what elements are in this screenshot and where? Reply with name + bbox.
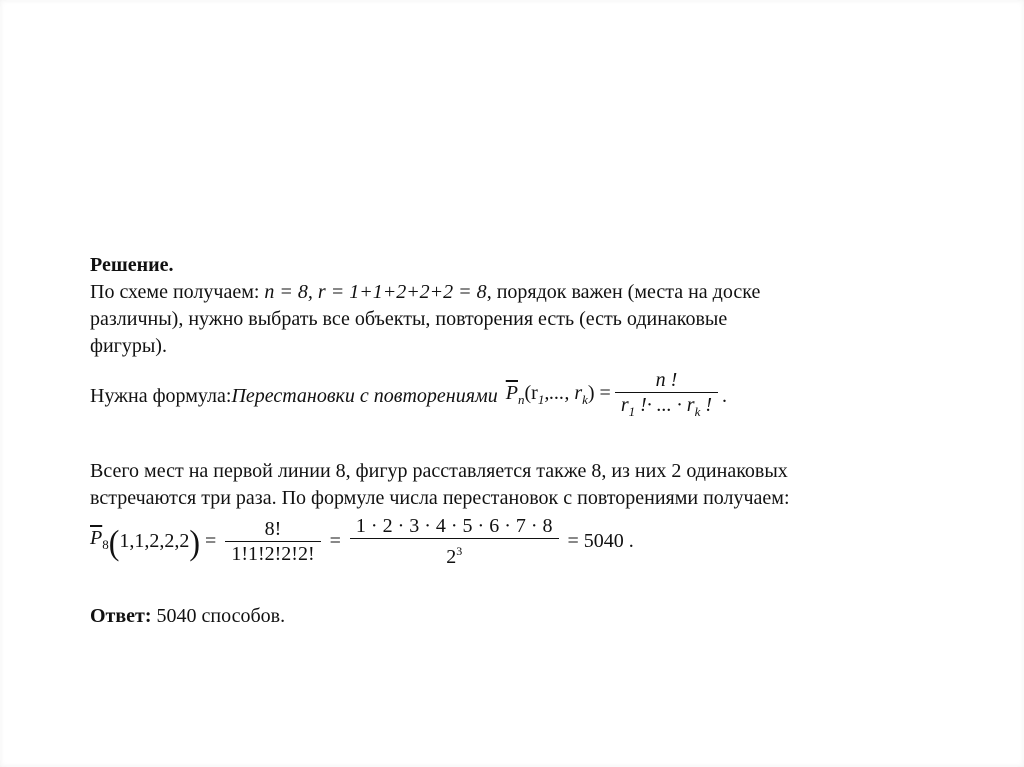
paragraph-2-line-2: встречаются три раза. По формуле числа перестановок с повторениями получаем:	[90, 487, 790, 509]
formula-row	[90, 368, 930, 424]
paragraph-1-line-2: различны), нужно выбрать все объекты, повторения есть (есть одинаковые	[90, 308, 728, 330]
formula-end: .	[722, 384, 728, 407]
calc-fraction-1-num: 8!	[225, 517, 320, 542]
calc-fraction-2	[350, 514, 559, 569]
calc-open-paren: (	[108, 521, 120, 562]
formula-numerator: n !	[615, 368, 718, 393]
formula-name: Перестановки с повторениями	[231, 384, 498, 407]
formula-fraction	[615, 368, 718, 424]
formula-intro: Нужна формула:	[90, 384, 232, 407]
calc-eq-1: =	[200, 530, 222, 552]
calc-args: 1,1,2,2,2	[119, 530, 190, 552]
calc-fraction-1	[225, 517, 320, 566]
calc-fraction-2-den: $2^3$	[446, 544, 463, 568]
solution-heading: Решение.	[90, 254, 174, 276]
paragraph-2-line-1: Всего мест на первой линии 8, фигур расставляется также 8, из них 2 одинаковых	[90, 460, 788, 482]
p1-text-end: , порядок важен (места на доске	[486, 281, 761, 303]
formula-denominator: $r_1$ !· ... · $r_k$ !	[620, 394, 713, 419]
answer-line	[90, 603, 930, 630]
calc-fraction-2-num: 1 · 2 · 3 · 4 · 5 · 6 · 7 · 8	[350, 514, 559, 539]
formula-lhs: $\overline{P}_n(r_1$,..., $r_k$) =	[505, 381, 611, 407]
paragraph-1-line-3: фигуры).	[90, 335, 167, 357]
paragraph-1-line-1	[90, 279, 930, 306]
calc-fraction-1-den: 1!1!2!2!2!	[231, 543, 315, 565]
answer-label: Ответ:	[90, 605, 152, 627]
calc-lhs: $\overline{P}_8$	[90, 527, 109, 552]
answer-text: 5040 способов.	[151, 605, 286, 627]
p1-math: n = 8, r = 1+1+2+2+2 = 8	[264, 281, 487, 303]
solution-block	[90, 252, 930, 630]
calc-eq-2: =	[324, 530, 346, 552]
calc-close-paren: )	[189, 521, 201, 562]
p1-text-start: По схеме получаем:	[90, 281, 265, 303]
calculation-row	[90, 514, 930, 569]
calc-result: = 5040 .	[562, 530, 634, 552]
